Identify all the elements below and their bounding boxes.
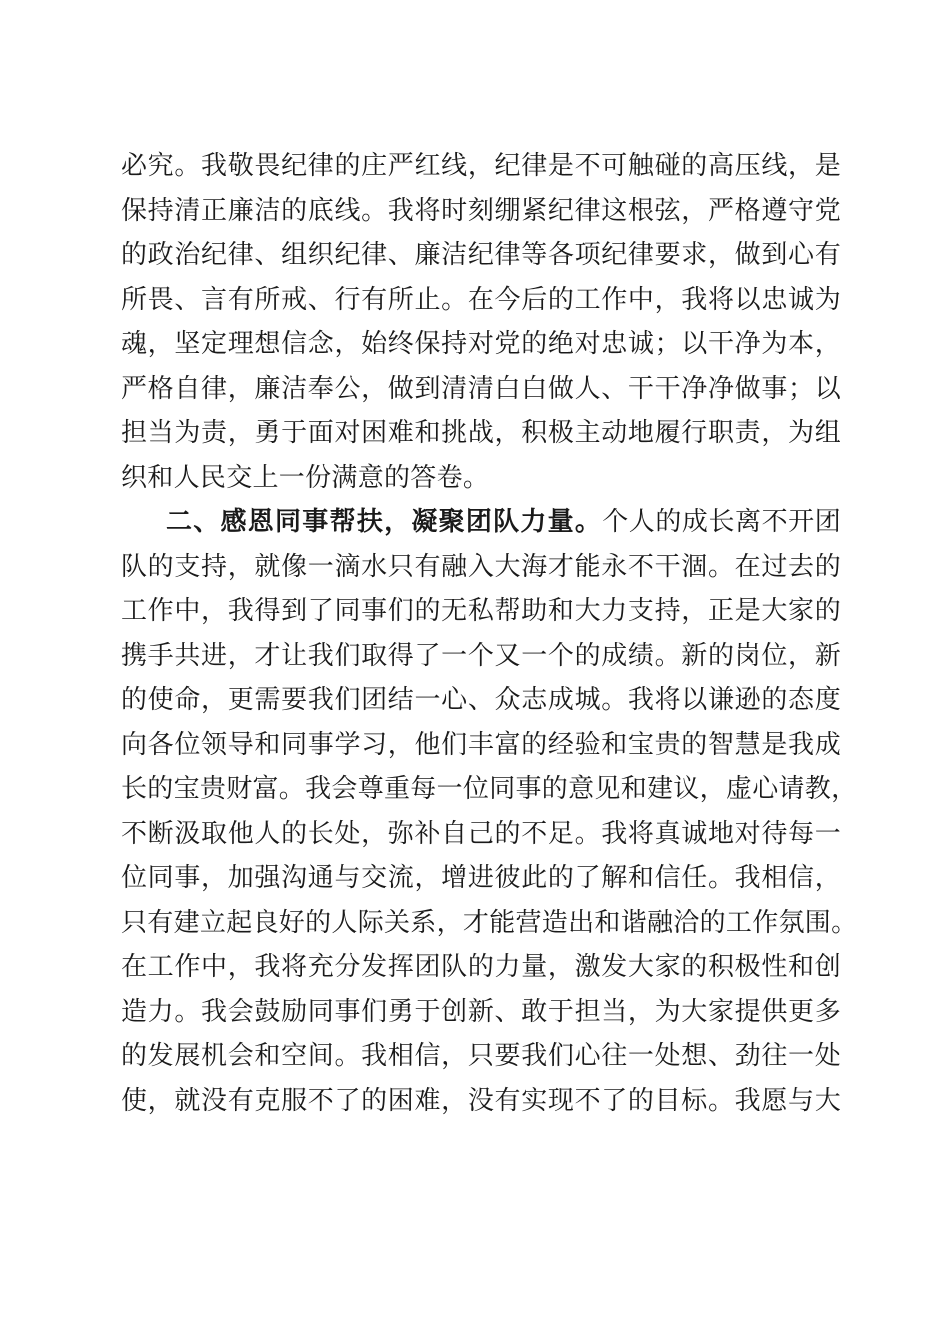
text-line: 位同事，加强沟通与交流，增进彼此的了解和信任。我相信，	[121, 863, 841, 893]
text-line: 保持清正廉洁的底线。我将时刻绷紧纪律这根弦，严格遵守党	[121, 195, 841, 226]
text-line: 使，就没有克服不了的困难，没有实现不了的目标。我愿与大	[121, 1085, 841, 1116]
text-line: 严格自律，廉洁奉公，做到清清白白做人、干干净净做事；以	[121, 373, 841, 404]
text-line: 携手共进，才让我们取得了一个又一个的成绩。新的岗位，新	[121, 640, 841, 671]
text-line: 不断汲取他人的长处，弥补自己的不足。我将真诚地对待每一	[121, 818, 841, 849]
text-line: 的政治纪律、组织纪律、廉洁纪律等各项纪律要求，做到心有	[121, 240, 841, 270]
text-line: 所畏、言有所戒、行有所止。在今后的工作中，我将以忠诚为	[121, 284, 841, 315]
text-line: 魂，坚定理想信念，始终保持对党的绝对忠诚；以干净为本，	[121, 329, 841, 359]
text-line: 工作中，我得到了同事们的无私帮助和大力支持，正是大家的	[121, 596, 841, 626]
document-body	[121, 144, 858, 1123]
text-line: 担当为责，勇于面对困难和挑战，积极主动地履行职责，为组	[121, 418, 841, 448]
section-heading: 二、感恩同事帮扶，凝聚团队力量。	[166, 507, 603, 537]
text-line: 只有建立起良好的人际关系，才能营造出和谐融洽的工作氛围。	[121, 907, 858, 938]
text-line-rest: 个人的成长离不开团	[602, 507, 841, 537]
text-line: 在工作中，我将充分发挥团队的力量，激发大家的积极性和创	[121, 952, 841, 982]
text-line: 的使命，更需要我们团结一心、众志成城。我将以谦逊的态度	[121, 685, 841, 715]
text-line: 造力。我会鼓励同事们勇于创新、敢于担当，为大家提供更多	[121, 996, 841, 1027]
text-line: 长的宝贵财富。我会尊重每一位同事的意见和建议，虚心请教，	[121, 774, 858, 804]
text-line: 的发展机会和空间。我相信，只要我们心往一处想、劲往一处	[121, 1041, 841, 1071]
text-line: 向各位领导和同事学习，他们丰富的经验和宝贵的智慧是我成	[121, 729, 841, 760]
section-heading-line	[121, 500, 841, 545]
text-line: 队的支持，就像一滴水只有融入大海才能永不干涸。在过去的	[121, 551, 841, 582]
text-line: 必究。我敬畏纪律的庄严红线，纪律是不可触碰的高压线，是	[121, 151, 841, 181]
text-line: 织和人民交上一份满意的答卷。	[121, 462, 490, 493]
